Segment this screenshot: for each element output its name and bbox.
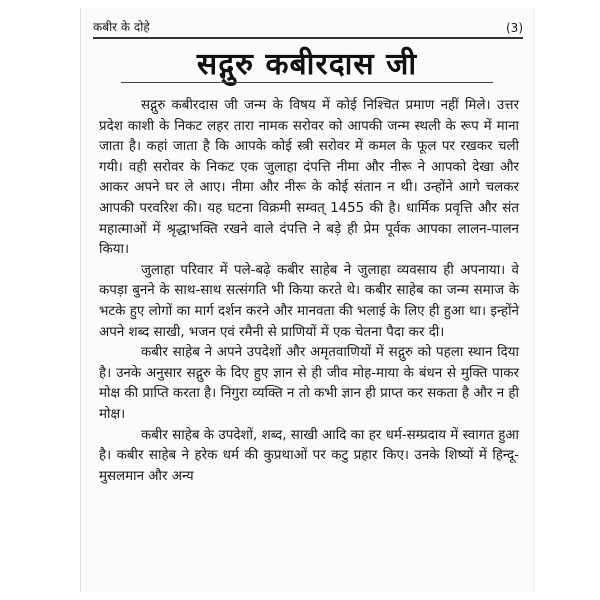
title-divider <box>121 82 493 83</box>
running-header <box>93 18 523 39</box>
body-text <box>99 96 519 487</box>
paragraph-3: कबीर साहेब ने अपने उपदेशों और अमृतवाणियों में सद्गुरु को पहला स्थान दिया है। उनके अनुसार सद्गुरु के दिए हुए ज्ञान से ही जीव मोह-माया के बंधन से मुक्ति पाकर मोक्ष की प्राप्ति करता है। निगुरा व्यक्ति न तो कभी ज्ञान ही प्राप्त कर सकता है और न ही मोक्ष। <box>99 345 519 422</box>
chapter-title: सद्गुरु कबीरदास जी <box>196 47 418 82</box>
header-book-title: कबीर के दोहे <box>93 20 150 34</box>
paragraph-1: सद्गुरु कबीरदास जी जन्म के विषय में कोई निश्चित प्रमाण नहीं मिले। उत्तर प्रदेश काशी के निकट लहर तारा नामक सरोवर को आपकी जन्म स्थली के रूप में माना जाता है। कहां जाता है कि आपके कोई स्त्री सरोवर में कमल के फूल पर रखकर चली गयी। वही सरोवर के निकट एक जुलाहा दंपत्ति नीमा और नीरू ने आपको देखा और आकर अपने घर ले आए। नीमा और नीरू के कोई संतान न थी। उन्होंने आगे चलकर आपकी परवरिश की। यह घटना विक्रमी सम्वत् 1455 की है। धार्मिक प्रवृत्ति और संत महात्माओं में श्रृद्धाभक्ति रखने वाले दंपत्ति ने बड़े ही प्रेम पूर्वक आपका लालन-पालन किया। <box>99 98 519 258</box>
book-page <box>80 8 534 592</box>
paragraph-4: कबीर साहेब के उपदेशों, शब्द, साखी आदि का हर धर्म-सम्प्रदाय में स्वागत हुआ है। कबीर साहेब ने हरेक धर्म की कुप्रथाओं पर कटु प्रहार किए। उनके शिष्यों में हिन्दू-मुसलमान और अन्य <box>99 427 519 484</box>
paragraph-2: जुलाहा परिवार में पले-बढ़े कबीर साहेब ने जुलाहा व्यवसाय ही अपनाया। वे कपड़ा बुनने के साथ-साथ सत्संगति भी किया करते थे। कबीर साहेब का जन्म समाज के भटके हुए लोगों का मार्ग दर्शन करने और मानवता की भलाई के लिए ही हुआ था। इन्होंने अपने शब्द साखी, भजन एवं रमैनी से प्राणियों में एक चेतना पैदा कर दी। <box>99 262 519 340</box>
page-number: (3) <box>506 21 523 35</box>
